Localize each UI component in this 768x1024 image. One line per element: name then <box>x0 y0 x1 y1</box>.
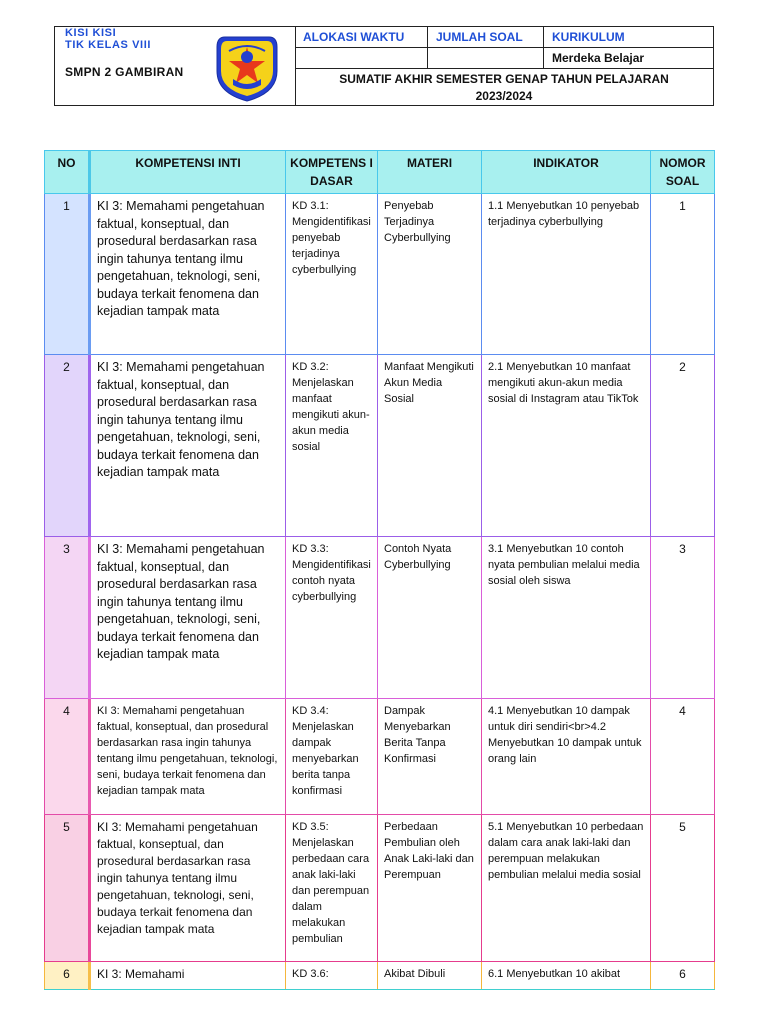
row-kompetensi-dasar: KD 3.6: <box>286 962 378 990</box>
row-nomor-soal: 6 <box>651 962 715 990</box>
table-row <box>45 815 715 962</box>
alokasi-waktu-label: ALOKASI WAKTU <box>295 27 428 48</box>
col-header-kompetensi-inti: KOMPETENSI INTI <box>90 151 286 194</box>
row-kompetensi-inti: KI 3: Memahami pengetahuan faktual, konseptual, dan prosedural berdasarkan rasa ingin tahunya tentang ilmu pengetahuan, teknologi, seni, budaya terkait fenomena dan kejadian tampak mata <box>90 355 286 537</box>
table-row <box>45 194 715 355</box>
kurikulum-label: KURIKULUM <box>544 27 713 48</box>
row-indikator: 5.1 Menyebutkan 10 perbedaan dalam cara anak laki-laki dan perempuan melakukan pembulian melalui media sosial <box>482 815 651 962</box>
jumlah-soal-value <box>428 48 544 69</box>
row-nomor-soal: 1 <box>651 194 715 355</box>
kisi-line-1: KISI KISI <box>65 27 117 39</box>
row-materi: Penyebab Terjadinya Cyberbullying <box>378 194 482 355</box>
header-info-table <box>295 27 713 105</box>
kisi-kisi-table <box>44 150 714 990</box>
alokasi-waktu-value <box>295 48 428 69</box>
row-indikator: 2.1 Menyebutkan 10 manfaat mengikuti akun-akun media sosial di Instagram atau TikTok <box>482 355 651 537</box>
school-name: SMPN 2 GAMBIRAN <box>65 65 184 79</box>
row-no: 3 <box>45 537 90 699</box>
row-kompetensi-inti: KI 3: Memahami pengetahuan faktual, konseptual, dan prosedural berdasarkan rasa ingin tahunya tentang ilmu pengetahuan, teknologi, seni, budaya terkait fenomena dan kejadian tampak mata <box>90 699 286 815</box>
col-header-nomor-soal: NOMOR SOAL <box>651 151 715 194</box>
row-indikator: 4.1 Menyebutkan 10 dampak untuk diri sendiri<br>4.2 Menyebutkan 10 dampak untuk orang lain <box>482 699 651 815</box>
row-materi: Perbedaan Pembulian oleh Anak Laki-laki dan Perempuan <box>378 815 482 962</box>
row-no: 5 <box>45 815 90 962</box>
row-materi: Akibat Dibuli <box>378 962 482 990</box>
table-header-row <box>45 151 715 194</box>
col-header-indikator: INDIKATOR <box>482 151 651 194</box>
row-nomor-soal: 2 <box>651 355 715 537</box>
row-kompetensi-inti: KI 3: Memahami pengetahuan faktual, konseptual, dan prosedural berdasarkan rasa ingin tahunya tentang ilmu pengetahuan, teknologi, seni, budaya terkait fenomena dan kejadian tampak mata <box>90 537 286 699</box>
table-row <box>45 355 715 537</box>
col-header-no: NO <box>45 151 90 194</box>
row-kompetensi-dasar: KD 3.3: Mengidentifikasi contoh nyata cyberbullying <box>286 537 378 699</box>
school-logo-icon <box>211 31 283 103</box>
table-row <box>45 699 715 815</box>
exam-title-line-1: SUMATIF AKHIR SEMESTER GENAP TAHUN PELAJARAN <box>339 72 669 86</box>
row-kompetensi-inti: KI 3: Memahami pengetahuan faktual, konseptual, dan prosedural berdasarkan rasa ingin tahunya tentang ilmu pengetahuan, teknologi, seni, budaya terkait fenomena dan kejadian tampak mata <box>90 194 286 355</box>
row-materi: Manfaat Mengikuti Akun Media Sosial <box>378 355 482 537</box>
table-row <box>45 537 715 699</box>
kisi-title <box>65 27 151 51</box>
row-materi: Dampak Menyebarkan Berita Tanpa Konfirmasi <box>378 699 482 815</box>
row-indikator: 3.1 Menyebutkan 10 contoh nyata pembulian melalui media sosial oleh siswa <box>482 537 651 699</box>
row-kompetensi-dasar: KD 3.1: Mengidentifikasi penyebab terjadinya cyberbullying <box>286 194 378 355</box>
kisi-line-2: TIK KELAS VIII <box>65 39 152 51</box>
row-no: 1 <box>45 194 90 355</box>
document-header <box>54 26 714 106</box>
col-header-kompetensi-dasar: KOMPETENS I DASAR <box>286 151 378 194</box>
row-kompetensi-dasar: KD 3.2: Menjelaskan manfaat mengikuti akun-akun media sosial <box>286 355 378 537</box>
row-no: 4 <box>45 699 90 815</box>
row-materi: Contoh Nyata Cyberbullying <box>378 537 482 699</box>
table-row <box>45 962 715 990</box>
row-indikator: 6.1 Menyebutkan 10 akibat <box>482 962 651 990</box>
exam-title <box>295 69 713 105</box>
row-no: 6 <box>45 962 90 990</box>
row-no: 2 <box>45 355 90 537</box>
row-kompetensi-dasar: KD 3.4: Menjelaskan dampak menyebarkan berita tanpa konfirmasi <box>286 699 378 815</box>
row-indikator: 1.1 Menyebutkan 10 penyebab terjadinya cyberbullying <box>482 194 651 355</box>
row-nomor-soal: 5 <box>651 815 715 962</box>
header-left-panel <box>55 27 296 105</box>
col-header-materi: MATERI <box>378 151 482 194</box>
row-kompetensi-dasar: KD 3.5: Menjelaskan perbedaan cara anak laki-laki dan perempuan dalam melakukan pembulian <box>286 815 378 962</box>
kurikulum-value: Merdeka Belajar <box>544 48 713 69</box>
row-kompetensi-inti: KI 3: Memahami <box>90 962 286 990</box>
row-nomor-soal: 3 <box>651 537 715 699</box>
exam-title-line-2: 2023/2024 <box>475 89 533 103</box>
row-nomor-soal: 4 <box>651 699 715 815</box>
row-kompetensi-inti: KI 3: Memahami pengetahuan faktual, konseptual, dan prosedural berdasarkan rasa ingin tahunya tentang ilmu pengetahuan, teknologi, seni, budaya terkait fenomena dan kejadian tampak mata <box>90 815 286 962</box>
jumlah-soal-label: JUMLAH SOAL <box>428 27 544 48</box>
